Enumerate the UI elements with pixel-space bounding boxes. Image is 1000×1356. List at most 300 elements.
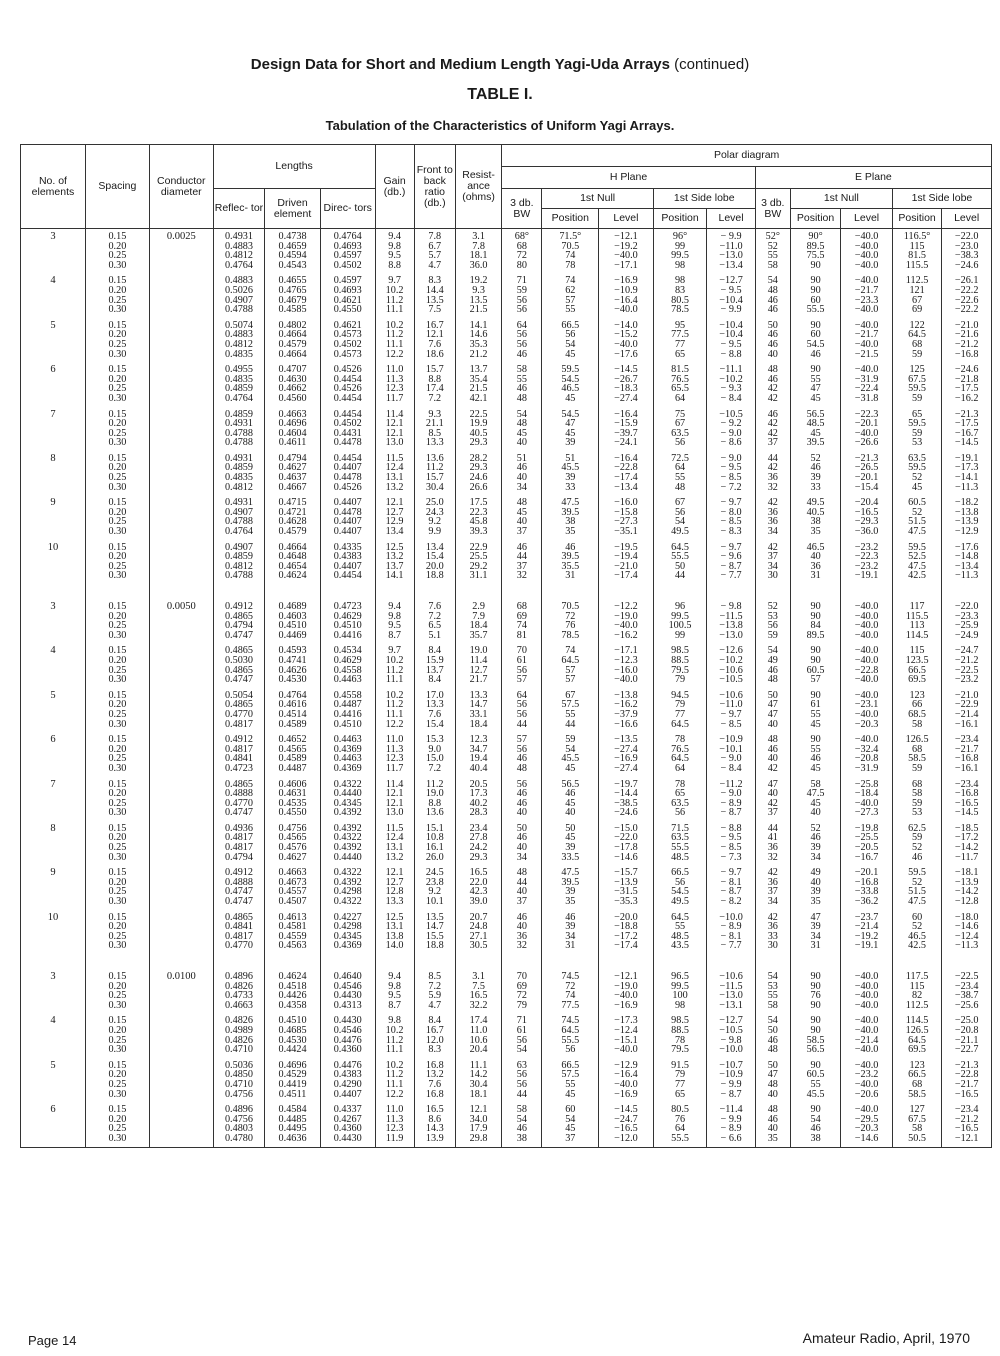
table-cell: [375, 451, 414, 495]
cell-value: 13.5: [425, 911, 444, 923]
cell-value: 90: [810, 1024, 821, 1036]
cell-value: 10.6: [469, 1034, 488, 1046]
cell-value: 5.9: [428, 990, 442, 1002]
table-cell: [542, 407, 599, 451]
cell-value: 0.4738: [278, 231, 307, 242]
cell-value: 72: [565, 980, 576, 992]
cell-value: −11.3: [955, 481, 979, 493]
cell-value: 0.4526: [333, 481, 362, 493]
cell-value: 0.15: [108, 689, 127, 701]
table-cell: [455, 777, 501, 821]
table-cell: 4: [21, 643, 86, 687]
cell-value: 0.4626: [278, 664, 307, 676]
cell-value: 63.5: [671, 427, 689, 439]
cell-value: 40.4: [469, 762, 488, 774]
cell-value: −26.5: [854, 462, 879, 474]
cell-value: − 9.0: [720, 753, 742, 765]
cell-value: 42.5: [908, 570, 926, 582]
cell-value: 14.1: [469, 319, 488, 331]
cell-value: −24.9: [954, 629, 979, 641]
cell-value: 55: [810, 708, 821, 720]
cell-value: −13.9: [954, 876, 979, 888]
cell-value: 56: [674, 506, 686, 518]
cell-value: 7.8: [472, 240, 485, 252]
cell-value: −40.0: [854, 259, 879, 271]
cell-value: −23.4: [954, 980, 979, 992]
cell-value: 39: [810, 886, 821, 898]
cell-value: 99.5: [671, 980, 689, 992]
table-cell: [790, 584, 841, 643]
cell-value: 0.15: [108, 911, 127, 923]
cell-value: 47.5: [561, 867, 580, 879]
cell-value: 21.2: [469, 348, 488, 360]
cell-value: 0.4817: [224, 718, 253, 730]
cell-value: −16.5: [954, 1123, 979, 1135]
cell-value: −24.6: [954, 259, 979, 271]
cell-value: 0.25: [108, 708, 127, 720]
cell-value: 96.5: [671, 971, 689, 982]
table-cell: 0.0025: [149, 229, 213, 274]
cell-value: 46: [565, 788, 576, 800]
cell-value: 13.1: [385, 921, 404, 933]
cell-value: 0.4859: [224, 551, 253, 563]
cell-value: −16.5: [854, 506, 879, 518]
table-cell: [841, 688, 893, 732]
cell-value: 48: [767, 734, 778, 746]
cell-value: 0.4896: [224, 971, 253, 982]
table-cell: [755, 1058, 790, 1102]
cell-value: 8.8: [388, 259, 401, 271]
cell-value: 0.4788: [224, 427, 253, 439]
table-cell: [265, 732, 321, 776]
cell-value: −40.0: [854, 689, 879, 701]
cell-value: 45: [810, 762, 821, 774]
cell-value: −25.8: [854, 778, 879, 790]
cell-value: 0.30: [108, 1132, 127, 1144]
cell-value: −10.2: [719, 373, 743, 385]
cell-value: 54: [767, 1015, 778, 1027]
table-cell: [149, 643, 213, 687]
cell-value: 30: [767, 570, 778, 582]
cell-value: −13.8: [954, 506, 979, 518]
cell-value: 39.3: [469, 526, 488, 538]
cell-value: 0.4788: [224, 304, 253, 316]
cell-value: 0.4764: [224, 259, 253, 271]
cell-value: 0.20: [108, 506, 127, 518]
cell-value: 64.5: [908, 329, 926, 341]
header-driven: Driven element: [265, 189, 321, 229]
table-cell: [502, 362, 542, 406]
cell-value: −23.3: [954, 610, 979, 622]
cell-value: 0.4812: [224, 338, 253, 350]
cell-value: −12.9: [954, 526, 979, 538]
table-cell: [942, 318, 992, 362]
table-cell: [375, 229, 414, 274]
table-cell: [85, 821, 149, 865]
cell-value: 9.3: [428, 408, 442, 420]
table-cell: [755, 495, 790, 539]
cell-value: 0.4487: [278, 762, 307, 774]
cell-value: 55: [810, 1078, 821, 1090]
table-cell: [502, 1013, 542, 1057]
table-cell: [502, 584, 542, 643]
table-cell: [942, 362, 992, 406]
table-cell: [653, 540, 707, 584]
cell-value: 8.6: [428, 1113, 442, 1125]
cell-value: 46: [810, 348, 821, 360]
cell-value: 67.5: [908, 1113, 926, 1125]
cell-value: 0.15: [108, 867, 127, 879]
cell-value: 20.0: [425, 560, 444, 572]
cell-value: −12.4: [614, 1024, 638, 1036]
cell-value: 13.7: [385, 560, 404, 572]
cell-value: 11.4: [469, 654, 488, 666]
table-cell: [320, 732, 375, 776]
table-cell: [320, 865, 375, 909]
table-cell: [707, 865, 755, 909]
table-row: [21, 1102, 992, 1147]
table-cell: [455, 732, 501, 776]
cell-value: 40: [516, 842, 527, 854]
cell-value: 9.7: [388, 275, 401, 287]
cell-value: 49.5: [806, 497, 825, 509]
cell-value: −40.0: [854, 250, 879, 262]
table-cell: [841, 777, 893, 821]
table-cell: [892, 1102, 941, 1147]
cell-value: 0.20: [108, 240, 127, 252]
cell-value: 0.4907: [224, 506, 253, 518]
cell-value: −14.2: [954, 886, 979, 898]
cell-value: −18.2: [954, 497, 979, 509]
cell-value: −40.0: [614, 338, 638, 350]
cell-value: 0.5074: [224, 319, 253, 331]
table-cell: [414, 362, 455, 406]
table-cell: [414, 495, 455, 539]
cell-value: 55.5: [671, 842, 689, 854]
table-cell: [790, 1058, 841, 1102]
cell-value: −31.5: [614, 886, 638, 898]
cell-value: −20.1: [854, 867, 879, 879]
cell-value: 11.2: [426, 462, 444, 474]
cell-value: 54: [516, 408, 527, 420]
cell-value: 0.4667: [278, 481, 307, 493]
cell-value: 0.4721: [278, 506, 307, 518]
table-cell: [265, 777, 321, 821]
cell-value: 0.4624: [278, 570, 307, 582]
cell-value: 58: [911, 788, 923, 800]
table-cell: [213, 451, 265, 495]
cell-value: 15.9: [425, 654, 444, 666]
cell-value: 17.9: [469, 1123, 488, 1135]
cell-value: 56: [674, 437, 686, 449]
cell-value: 40.5: [469, 427, 488, 439]
cell-value: 12.1: [385, 797, 404, 809]
cell-value: 0.4407: [333, 1088, 362, 1100]
cell-value: −15.0: [614, 822, 638, 834]
table-cell: [502, 451, 542, 495]
cell-value: 0.4563: [278, 940, 307, 952]
cell-value: 74: [565, 275, 576, 287]
cell-value: 52: [767, 601, 778, 612]
cell-value: 24.2: [469, 842, 488, 854]
cell-value: 63.5: [671, 797, 689, 809]
cell-value: 11.2: [385, 294, 404, 306]
cell-value: −12.0: [614, 1132, 638, 1144]
cell-value: 46: [767, 743, 778, 755]
cell-value: −22.8: [854, 664, 879, 676]
table-cell: [455, 451, 501, 495]
cell-value: 11.1: [385, 1044, 404, 1056]
cell-value: 0.4510: [278, 1015, 307, 1027]
cell-value: −10.6: [719, 971, 743, 982]
cell-value: −40.0: [854, 1015, 879, 1027]
cell-value: 0.4485: [278, 1113, 307, 1125]
cell-value: 22.9: [469, 541, 488, 553]
cell-value: 0.4495: [278, 1123, 307, 1135]
cell-value: 80.5: [671, 294, 689, 306]
cell-value: 46: [810, 462, 821, 474]
cell-value: 36.0: [469, 259, 488, 271]
cell-value: 35.5: [561, 560, 580, 572]
cell-value: 68°: [514, 231, 529, 242]
cell-value: 57: [516, 734, 527, 746]
cell-value: −20.5: [854, 842, 879, 854]
cell-value: 47.5: [908, 526, 926, 538]
cell-value: 15.3: [425, 734, 444, 746]
table-cell: [213, 821, 265, 865]
cell-value: 0.4907: [224, 294, 253, 306]
cell-value: 48: [767, 364, 778, 376]
cell-value: 0.4476: [333, 1034, 362, 1046]
cell-value: 0.4345: [333, 797, 362, 809]
cell-value: 0.4912: [224, 601, 253, 612]
cell-value: 0.4603: [278, 610, 307, 622]
cell-value: 0.15: [108, 778, 127, 790]
cell-value: 0.15: [108, 497, 127, 509]
cell-value: 68.5: [908, 708, 926, 720]
cell-value: −12.4: [954, 930, 979, 942]
cell-value: 47: [810, 911, 821, 923]
cell-value: 39: [565, 921, 576, 933]
cell-value: 0.30: [108, 999, 127, 1011]
cell-value: 42: [767, 462, 778, 474]
table-cell: [320, 584, 375, 643]
cell-value: 11.1: [385, 708, 404, 720]
table-cell: [375, 1058, 414, 1102]
cell-value: 99.5: [671, 250, 689, 262]
cell-value: 0.4594: [278, 250, 307, 262]
cell-value: 46: [516, 753, 527, 765]
cell-value: 35: [565, 526, 576, 538]
cell-value: − 9.5: [720, 832, 742, 844]
table-cell: [892, 954, 941, 1013]
cell-value: 79.5: [671, 664, 689, 676]
cell-value: 7.6: [428, 601, 442, 612]
table-cell: [755, 362, 790, 406]
cell-value: 0.4430: [333, 1015, 362, 1027]
cell-value: 71.5: [671, 822, 689, 834]
cell-value: 0.4989: [224, 1024, 253, 1036]
cell-value: 0.4502: [333, 259, 362, 271]
table-cell: [707, 229, 755, 274]
cell-value: −17.3: [954, 462, 979, 474]
table-cell: [85, 1102, 149, 1147]
table-cell: [85, 688, 149, 732]
cell-value: 33: [767, 930, 778, 942]
cell-value: 34: [810, 930, 821, 942]
cell-value: − 9.9: [720, 304, 742, 316]
cell-value: 50: [767, 319, 778, 331]
cell-value: 0.4565: [278, 743, 307, 755]
cell-value: 115.5: [905, 610, 929, 622]
table-cell: [892, 495, 941, 539]
cell-value: −23.7: [854, 911, 879, 923]
cell-value: 48: [767, 284, 778, 296]
cell-value: −40.0: [854, 240, 879, 252]
cell-value: 3.1: [472, 231, 485, 242]
cell-value: 17.5: [469, 497, 488, 509]
cell-value: 57: [565, 294, 576, 306]
cell-value: − 8.8: [720, 348, 742, 360]
cell-value: 12.1: [385, 497, 404, 509]
cell-value: 116.5°: [903, 231, 931, 242]
table-cell: [213, 1102, 265, 1147]
cell-value: −10.7: [719, 1059, 743, 1071]
cell-value: −19.0: [614, 610, 638, 622]
cell-value: 19.9: [469, 418, 488, 430]
cell-value: −11.5: [719, 610, 743, 622]
cell-value: 11.2: [385, 329, 404, 341]
table-cell: [542, 273, 599, 317]
cell-value: −31.8: [854, 392, 879, 404]
cell-value: 0.4322: [333, 896, 362, 908]
table-cell: [455, 954, 501, 1013]
table-cell: [149, 362, 213, 406]
cell-value: − 8.7: [720, 1088, 742, 1100]
table-cell: [85, 318, 149, 362]
table-cell: [85, 643, 149, 687]
cell-value: 0.4659: [278, 240, 307, 252]
cell-value: 18.6: [425, 348, 444, 360]
cell-value: −16.4: [614, 294, 638, 306]
cell-value: 0.30: [108, 896, 127, 908]
cell-value: 38: [810, 1132, 821, 1144]
cell-value: 0.30: [108, 762, 127, 774]
cell-value: −10.5: [719, 408, 743, 420]
table-cell: [653, 1013, 707, 1057]
cell-value: 13.2: [385, 551, 404, 563]
cell-value: 29.3: [469, 851, 488, 863]
cell-value: 0.4865: [224, 610, 253, 622]
cell-value: 34: [516, 481, 527, 493]
cell-value: −20.4: [854, 497, 879, 509]
cell-value: 56: [516, 1078, 527, 1090]
cell-value: 12.1: [385, 418, 404, 430]
table-cell: 3: [21, 229, 86, 274]
header-h-bw: 3 db. BW: [502, 189, 542, 229]
table-cell: [707, 362, 755, 406]
table-cell: [942, 688, 992, 732]
cell-value: 23.4: [469, 822, 488, 834]
cell-value: 12.3: [385, 383, 404, 395]
cell-value: 46: [516, 462, 527, 474]
cell-value: 55: [565, 708, 576, 720]
cell-value: 60.5: [908, 497, 926, 509]
cell-value: 40: [516, 472, 527, 484]
cell-value: 54: [767, 275, 778, 287]
cell-value: −21.7: [954, 743, 979, 755]
cell-value: −20.3: [854, 718, 879, 730]
cell-value: 115: [909, 980, 925, 992]
table-cell: [599, 362, 654, 406]
table-cell: 9: [21, 495, 86, 539]
cell-value: 46: [767, 1034, 778, 1046]
cell-value: 0.4747: [224, 886, 253, 898]
cell-value: − 8.8: [720, 822, 742, 834]
cell-value: −13.4: [954, 560, 979, 572]
cell-value: 9.2: [428, 886, 442, 898]
table-cell: 6: [21, 362, 86, 406]
cell-value: −13.0: [719, 990, 743, 1002]
cell-value: −16.4: [614, 452, 638, 464]
cell-value: 0.4478: [333, 437, 362, 449]
cell-value: 45: [810, 797, 821, 809]
cell-value: 77: [674, 338, 686, 350]
cell-value: − 6.6: [720, 1132, 742, 1144]
cell-value: −17.4: [614, 472, 638, 484]
cell-value: 0.4584: [278, 1104, 307, 1116]
cell-value: 57: [565, 674, 576, 686]
cell-value: 64: [674, 462, 686, 474]
cell-value: 60.5: [806, 1069, 825, 1081]
cell-value: 0.4322: [333, 832, 362, 844]
cell-value: 0.15: [108, 319, 127, 331]
cell-value: 0.4931: [224, 452, 253, 464]
table-cell: [502, 1058, 542, 1102]
cell-value: 98.5: [671, 645, 689, 657]
table-cell: [265, 584, 321, 643]
cell-value: 0.4573: [333, 329, 362, 341]
cell-value: 18.1: [469, 250, 488, 262]
table-cell: [455, 229, 501, 274]
table-cell: [149, 910, 213, 954]
cell-value: 52: [911, 842, 923, 854]
cell-value: 70: [516, 645, 527, 657]
table-cell: [85, 407, 149, 451]
cell-value: 54.5: [671, 886, 689, 898]
table-cell: [707, 584, 755, 643]
table-row: [21, 273, 992, 317]
table-cell: [149, 407, 213, 451]
cell-value: 13.2: [385, 481, 404, 493]
cell-value: 0.4794: [224, 851, 253, 863]
cell-value: 37: [767, 886, 778, 898]
cell-value: −20.6: [854, 1088, 879, 1100]
cell-value: 55.5: [671, 1132, 689, 1144]
cell-value: − 8.5: [720, 718, 742, 730]
cell-value: 0.20: [108, 373, 127, 385]
cell-value: 39: [565, 842, 576, 854]
cell-value: 48: [516, 418, 527, 430]
cell-value: 22.0: [469, 876, 488, 888]
table-cell: [455, 1058, 501, 1102]
cell-value: −16.8: [954, 753, 979, 765]
table-cell: [653, 1102, 707, 1147]
cell-value: 0.30: [108, 674, 127, 686]
table-cell: [85, 910, 149, 954]
table-cell: [755, 910, 790, 954]
cell-value: 2.9: [472, 601, 485, 612]
